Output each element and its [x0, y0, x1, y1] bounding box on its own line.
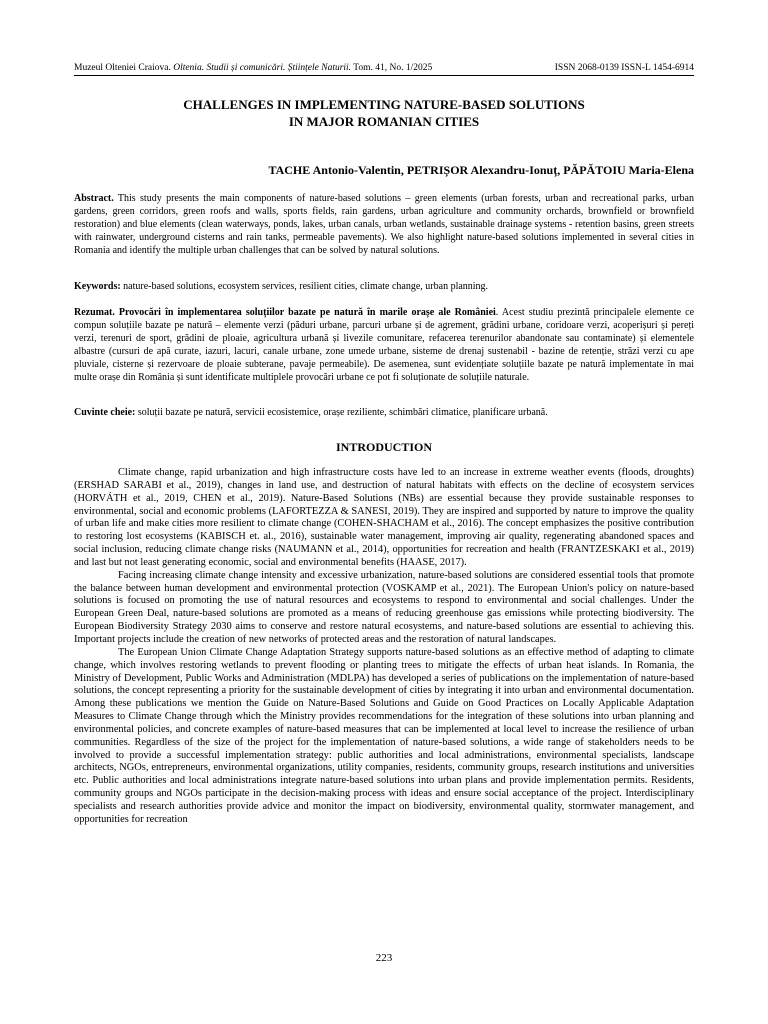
running-header: [74, 62, 694, 76]
page-number: 223: [375, 952, 393, 964]
introduction-body: [74, 467, 694, 827]
authors: TACHE Antonio-Valentin, PETRIȘOR Alexandru-Ionuț, PĂPĂTOIU Maria-Elena: [268, 163, 694, 177]
abstract: Abstract. This study presents the main components of nature-based solutions – green elements (urban forests, urban and recreational parks, urban gardens, green corridors, green roofs and walls, sports fields, rain gardens, urban agriculture and community orchards, brownfield or brownfield restoration) and blue elements (clean waterways, ponds, lakes, urban canals, urban wetlands, sustainable drainage systems - retention basins, green streets with rainwater, underground cisterns and rain tanks, permeable pavements). We also highlight nature-based solutions implemented in several cities in Romania and identify the multiple urban challenges that can be solved by natural solutions.: [74, 193, 694, 256]
rezumat: Rezumat. Provocări în implementarea soluțiilor bazate pe natură în marile orașe ale României. Acest studiu prezintă principalele elemente ce compun soluțiile bazate pe natură – elemente verzi (păduri urbane, parcuri urbane și de agrement, grădini urbane, coridoare verzi, acoperișuri și pereți verzi, terenuri de sport, grădini de ploaie, agricultura urbană și livezile comunitare, refacerea terenurilor abandonate sau contaminate) și elementele albastre (cursuri de apă curate, iazuri, lacuri, canale urbane, zone umede urbane, sisteme de drenaj sustenabil - bazine de retenție, străzi verzi cu ape pluviale, cisterne și rezervoare de ploaie subterane, pavaje permeabile). De asemenea, sunt evidențiate soluțiile bazate pe natură implementate în mai multe orașe din România și sunt identificate multiplele provocări urbane ce pot fi soluționate de soluțiile naturale.: [74, 307, 695, 383]
paper-title: CHALLENGES IN IMPLEMENTING NATURE-BASED SOLUTIONS IN MAJOR ROMANIAN CITIES: [183, 97, 585, 129]
introduction-heading: INTRODUCTION: [335, 440, 432, 454]
keywords: Keywords: nature-based solutions, ecosystem services, resilient cities, climate change, urban planning.: [74, 281, 489, 292]
header-journal: Muzeul Olteniei Craiova. Oltenia. Studii și comunicări. Științele Naturii. Tom. 41, No. 1/2025: [74, 63, 433, 73]
paragraph: Climate change, rapid urbanization and high infrastructure costs have led to an increase in extreme weather events (floods, droughts) (ERSHAD SARABI et al., 2019), changes in land use, and destruction of natural habitats with effects on the decline of ecosystem services (HORVÁTH et al., 2019, CHEN et al., 2019). Nature-Based Solutions (NBs) are essential because they provide sustainable responses to environmental, social and economic problems (LAFORTEZZA & SANESI, 2019). They are inspired and supported by nature to improve the quality of urban life and make cities more resilient to climate change (COHEN-SHACHAM et al., 2016). The concept emphasizes the positive contribution to restoring lost ecosystems (KABISCH et. al., 2016), sustainable water management, improving air quality, regenerating abandoned spaces and social inclusion, reducing climate change risks (NAUMANN et al., 2014), opportunities for recreation and health (FRANTZESKAKI et al., 2019) and last but not least generating economic, social and environmental benefits (HAASE, 2017).: [74, 467, 694, 568]
paragraph: The European Union Climate Change Adaptation Strategy supports nature-based solutions as an effective method of adapting to climate change, which involves restoring wetlands to prevent flooding or planting trees to mitigate the effects of urban heat islands. In Romania, the Ministry of Development, Public Works and Administration (MDLPA) has developed a series of publications on the implementation of nature-based solutions, the concept representing a priority for the sustainable development of cities by integrating it into urban and environmental documentation. Among these publications we mention the Guide on Nature-Based Solutions and Guide on Good Practices on Locally Applicable Adaptation Measures to Climate Change through which the Ministry provides recommendations for the integration of these solutions into urban planning and environmental policies, and concrete examples of nature-based measures that can be implemented at local level to increase the resilience of urban communities. Regardless of the size of the project for the implementation of nature-based solutions, a wide range of stakeholders needs to be involved to provide a successful implementation strategy: public authorities and local administrations, environmental specialists, landscape architects, NGOs, entrepreneurs, environmental organizations, utility companies, residents, community groups, research institutions and universities etc. Public authorities and local administrations integrate nature-based solutions into urban plans and provide implementation permits. Residents, community groups and NGOs participate in the decision-making process with ideas and ensure social acceptance of the project. Interdisciplinary specialists and research authorities provide advice and monitor the impact on biodiversity, environmental quality, stormwater management, and opportunities for recreation: [74, 646, 694, 825]
header-issn: ISSN 2068-0139 ISSN-L 1454-6914: [554, 63, 694, 73]
cuvinte-cheie: Cuvinte cheie: soluții bazate pe natură, servicii ecosistemice, orașe reziliente, schimbări climatice, planificare urbană.: [74, 407, 548, 418]
paragraph: Facing increasing climate change intensity and excessive urbanization, nature-based solutions are considered essential tools that promote the balance between human development and environmental protection (VOSKAMP et al., 2021). The European Union's policy on nature-based solutions is focused on promoting the use of natural resources and ecosystems to respond to environmental and social challenges. Under the European Green Deal, nature-based solutions are promoted as a means of reducing greenhouse gas emissions while protecting biodiversity. The European Biodiversity Strategy 2030 aims to conserve and restore natural ecosystems, and nature-based solutions are essential to achieving this. Important projects include the creation of new networks of protected areas and the restoration of natural landscapes.: [74, 569, 694, 645]
